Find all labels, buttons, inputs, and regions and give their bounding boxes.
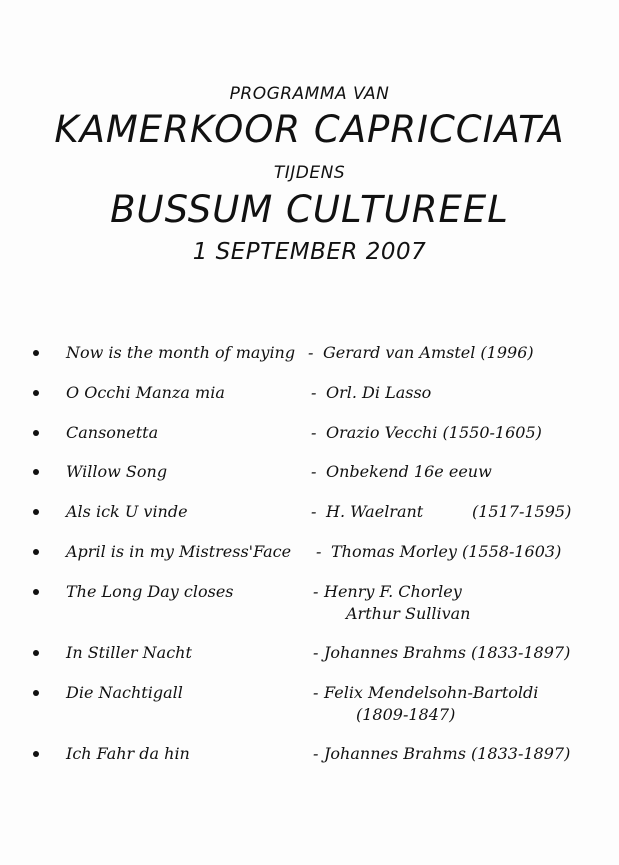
header-intro: PROGRAMMA VAN <box>229 84 390 104</box>
piece-title: Die Nachtigall <box>66 683 183 702</box>
separator-dash: - <box>316 542 322 561</box>
piece-title: Willow Song <box>66 462 168 481</box>
piece-title: Ich Fahr da hin <box>66 744 190 763</box>
separator-dash: - <box>311 462 317 481</box>
event-date: 1 SEPTEMBER 2007 <box>192 239 427 265</box>
bullet-icon <box>33 430 39 436</box>
composer: Johannes Brahms (1833-1897) <box>324 643 571 662</box>
composer-years: (1517-1595) <box>472 502 572 521</box>
separator-dash: - <box>311 423 317 442</box>
bullet-icon <box>33 469 39 475</box>
separator-dash: - <box>313 643 319 662</box>
bullet-icon <box>33 549 39 555</box>
bullet-icon <box>33 650 39 656</box>
composer: Johannes Brahms (1833-1897) <box>324 744 571 763</box>
piece-title: Now is the month of maying <box>66 343 296 362</box>
piece-title: In Stiller Nacht <box>66 643 192 662</box>
header-during: TIJDENS <box>273 163 346 183</box>
piece-title: April is in my Mistress'Face <box>66 542 292 561</box>
bullet-icon <box>33 390 39 396</box>
bullet-icon <box>33 589 39 595</box>
composer: Gerard van Amstel (1996) <box>323 343 534 362</box>
composer: H. Waelrant <box>326 502 424 521</box>
composer: Felix Mendelsohn-Bartoldi <box>324 683 539 702</box>
piece-title: Als ick U vinde <box>66 502 188 521</box>
event-name: BUSSUM CULTUREEL <box>110 188 509 231</box>
separator-dash: - <box>308 343 314 362</box>
bullet-icon <box>33 350 39 356</box>
composer: Henry F. Chorley <box>324 582 462 601</box>
composer: Thomas Morley (1558-1603) <box>331 542 562 561</box>
bullet-icon <box>33 690 39 696</box>
piece-title: The Long Day closes <box>66 582 234 601</box>
composer-second-line: Arthur Sullivan <box>346 604 471 623</box>
composer: Onbekend 16e eeuw <box>326 462 492 481</box>
composer: Orazio Vecchi (1550-1605) <box>326 423 542 442</box>
piece-title: O Occhi Manza mia <box>66 383 225 402</box>
separator-dash: - <box>313 744 319 763</box>
piece-title: Cansonetta <box>66 423 159 442</box>
bullet-icon <box>33 751 39 757</box>
composer-second-line: (1809-1847) <box>356 705 456 724</box>
separator-dash: - <box>313 582 319 601</box>
separator-dash: - <box>311 383 317 402</box>
composer: Orl. Di Lasso <box>326 383 432 402</box>
separator-dash: - <box>311 502 317 521</box>
bullet-icon <box>33 509 39 515</box>
separator-dash: - <box>313 683 319 702</box>
choir-name: KAMERKOOR CAPRICCIATA <box>54 108 565 151</box>
